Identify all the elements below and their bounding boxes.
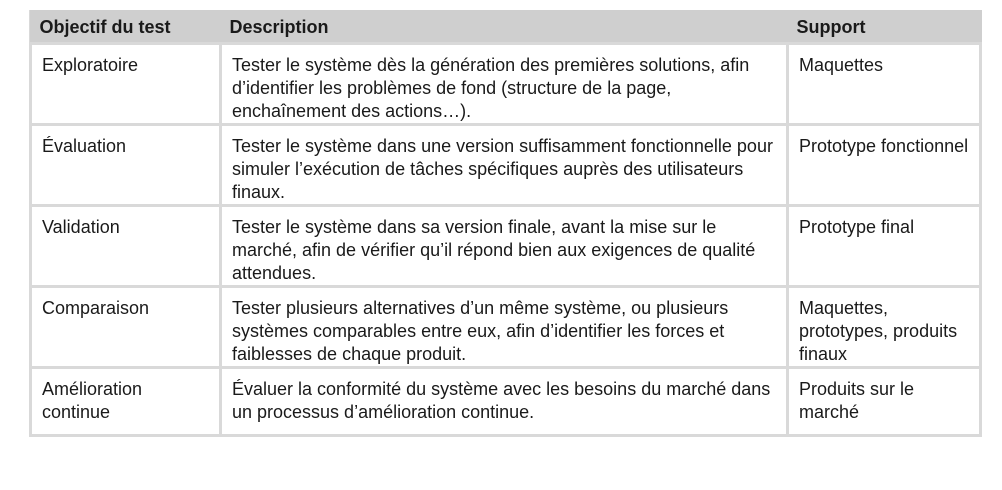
cell-objective: Comparaison xyxy=(31,287,221,368)
table-row xyxy=(31,368,981,436)
header-description: Description xyxy=(221,11,788,44)
cell-support: Maquettes xyxy=(788,44,981,125)
header-objective: Objectif du test xyxy=(31,11,221,44)
cell-support: Prototype fonctionnel xyxy=(788,125,981,206)
cell-description: Évaluer la conformité du système avec les besoins du marché dans un processus d’amélioration continue. xyxy=(221,368,788,436)
table-row xyxy=(31,44,981,125)
cell-objective: Exploratoire xyxy=(31,44,221,125)
cell-support: Maquettes, prototypes, produits finaux xyxy=(788,287,981,368)
header-support: Support xyxy=(788,11,981,44)
table-row xyxy=(31,125,981,206)
table-header-row xyxy=(31,11,981,44)
table-row xyxy=(31,287,981,368)
cell-support: Produits sur le marché xyxy=(788,368,981,436)
cell-support: Prototype final xyxy=(788,206,981,287)
cell-description: Tester le système dans une version suffisamment fonctionnelle pour simuler l’exécution de tâches spécifiques auprès des utilisateurs finaux. xyxy=(221,125,788,206)
cell-description: Tester plusieurs alternatives d’un même système, ou plusieurs systèmes comparables entre eux, afin d’identifier les forces et faiblesses de chaque produit. xyxy=(221,287,788,368)
cell-description: Tester le système dans sa version finale, avant la mise sur le marché, afin de vérifier qu’il répond bien aux exigences de qualité attendues. xyxy=(221,206,788,287)
cell-objective: Validation xyxy=(31,206,221,287)
table-row xyxy=(31,206,981,287)
cell-objective: Amélioration continue xyxy=(31,368,221,436)
cell-objective: Évaluation xyxy=(31,125,221,206)
test-objectives-table xyxy=(29,10,982,437)
cell-description: Tester le système dès la génération des premières solutions, afin d’identifier les problèmes de fond (structure de la page, enchaînement des actions…). xyxy=(221,44,788,125)
